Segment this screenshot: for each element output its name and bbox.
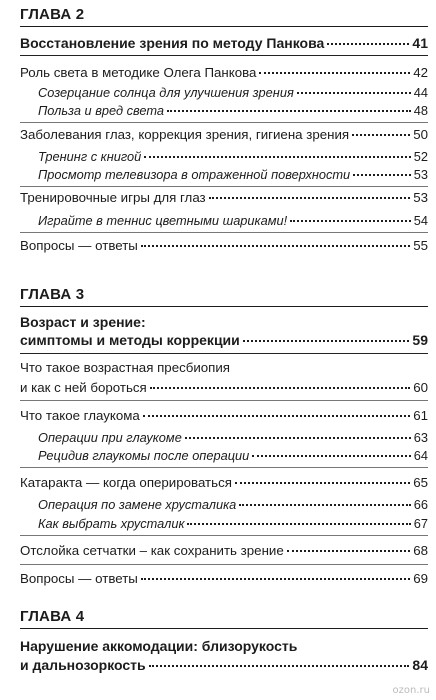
leader-dots: [143, 415, 410, 417]
toc-entry-main[interactable]: [20, 34, 428, 52]
toc-entry-title: Вопросы — ответы: [20, 571, 138, 586]
toc-entry-title: Играйте в теннис цветными шариками!: [38, 213, 288, 228]
toc-entry-title: Катаракта — когда оперироваться: [20, 475, 232, 490]
toc-entry-title: Тренировочные игры для глаз: [20, 190, 206, 205]
chapter-heading: ГЛАВА 2: [20, 6, 428, 27]
toc-entry-title: Что такое глаукома: [20, 408, 140, 423]
toc-subentry[interactable]: [38, 496, 428, 514]
divider: [20, 122, 428, 123]
toc-entry-title: Вопросы — ответы: [20, 238, 138, 253]
toc-page-number: 61: [413, 408, 428, 423]
toc-entry-title: Отслойка сетчатки – как сохранить зрение: [20, 543, 284, 558]
leader-dots: [144, 156, 411, 158]
toc-entry-title: симптомы и методы коррекции: [20, 332, 240, 348]
toc-page-number: 50: [413, 127, 428, 142]
divider: [20, 467, 428, 468]
toc-subentry[interactable]: [38, 429, 428, 447]
divider: [20, 186, 428, 187]
toc-entry[interactable]: [20, 189, 428, 207]
leader-dots: [141, 578, 410, 580]
leader-dots: [297, 92, 411, 94]
toc-page-number: 69: [413, 571, 428, 586]
toc-entry-title: Роль света в методике Олега Панкова: [20, 65, 257, 80]
leader-dots: [243, 340, 410, 342]
toc-entry-title: Операции при глаукоме: [38, 430, 182, 445]
leader-dots: [209, 197, 411, 199]
toc-subentry[interactable]: [38, 84, 428, 102]
leader-dots: [167, 110, 411, 112]
watermark: ozon.ru: [392, 685, 430, 696]
toc-entry[interactable]: [20, 542, 428, 560]
toc-page-number: 67: [413, 516, 428, 531]
leader-dots: [290, 220, 411, 222]
toc-entry-title: Созерцание солнца для улучшения зрения: [38, 85, 294, 100]
toc-subentry[interactable]: [38, 166, 428, 184]
toc-page-number: 84: [412, 657, 428, 673]
leader-dots: [150, 387, 410, 389]
toc-entry-title: и дальнозоркость: [20, 657, 146, 673]
leader-dots: [239, 504, 410, 506]
toc-entry[interactable]: [20, 407, 428, 425]
toc-subentry[interactable]: [38, 447, 428, 465]
chapter-heading: ГЛАВА 3: [20, 286, 428, 307]
toc-entry[interactable]: [20, 64, 428, 82]
toc-entry-title: Тренинг с книгой: [38, 149, 142, 164]
leader-dots: [352, 134, 410, 136]
toc-page-number: 65: [413, 475, 428, 490]
toc-entry-title: Как выбрать хрусталик: [38, 516, 185, 531]
divider: [20, 353, 428, 354]
leader-dots: [353, 174, 411, 176]
leader-dots: [327, 43, 409, 45]
toc-page-number: 42: [413, 65, 428, 80]
toc-page-number: 54: [413, 213, 428, 228]
divider: [20, 400, 428, 401]
toc-page-number: 55: [413, 238, 428, 253]
toc-page-number: 63: [413, 430, 428, 445]
toc-entry[interactable]: [20, 474, 428, 492]
toc-subentry[interactable]: [38, 148, 428, 166]
toc-entry-title: Польза и вред света: [38, 103, 165, 118]
divider: [20, 564, 428, 565]
chapter-heading: ГЛАВА 4: [20, 608, 428, 629]
leader-dots: [187, 523, 410, 525]
toc-entry-main-line1: Нарушение аккомодации: близорукость: [20, 638, 298, 654]
table-of-contents: [20, 0, 428, 700]
divider: [20, 55, 428, 56]
toc-entry[interactable]: [20, 126, 428, 144]
toc-page-number: 66: [413, 497, 428, 512]
toc-entry-line1: Что такое возрастная пресбиопия: [20, 360, 231, 375]
leader-dots: [252, 455, 411, 457]
toc-subentry[interactable]: [38, 212, 428, 230]
toc-entry[interactable]: [20, 570, 428, 588]
leader-dots: [235, 482, 410, 484]
leader-dots: [259, 72, 410, 74]
toc-entry-title: Рецидив глаукомы после операции: [38, 448, 250, 463]
toc-page-number: 59: [412, 332, 428, 348]
toc-page-number: 41: [412, 35, 428, 51]
toc-entry-main[interactable]: [20, 331, 428, 349]
toc-entry-title: Восстановление зрения по методу Панкова: [20, 35, 325, 51]
toc-entry-title: Просмотр телевизора в отраженной поверхности: [38, 167, 351, 182]
toc-page-number: 52: [413, 149, 428, 164]
divider: [20, 232, 428, 233]
toc-page-number: 48: [413, 103, 428, 118]
leader-dots: [185, 437, 411, 439]
toc-entry-title: Заболевания глаз, коррекция зрения, гигиена зрения: [20, 127, 350, 142]
toc-subentry[interactable]: [38, 102, 428, 120]
toc-entry-main[interactable]: [20, 656, 428, 674]
toc-subentry[interactable]: [38, 515, 428, 533]
toc-page-number: 44: [413, 85, 428, 100]
leader-dots: [149, 665, 410, 667]
toc-page-number: 64: [413, 448, 428, 463]
toc-page-number: 53: [413, 190, 428, 205]
toc-entry-title: Операция по замене хрусталика: [38, 497, 237, 512]
toc-entry-title: и как с ней бороться: [20, 380, 147, 395]
toc-entry-main-line1: Возраст и зрение:: [20, 314, 146, 330]
divider: [20, 535, 428, 536]
toc-page-number: 60: [413, 380, 428, 395]
toc-page-number: 53: [413, 167, 428, 182]
toc-page-number: 68: [413, 543, 428, 558]
leader-dots: [141, 245, 410, 247]
toc-entry[interactable]: [20, 379, 428, 397]
leader-dots: [287, 550, 410, 552]
toc-entry[interactable]: [20, 237, 428, 255]
